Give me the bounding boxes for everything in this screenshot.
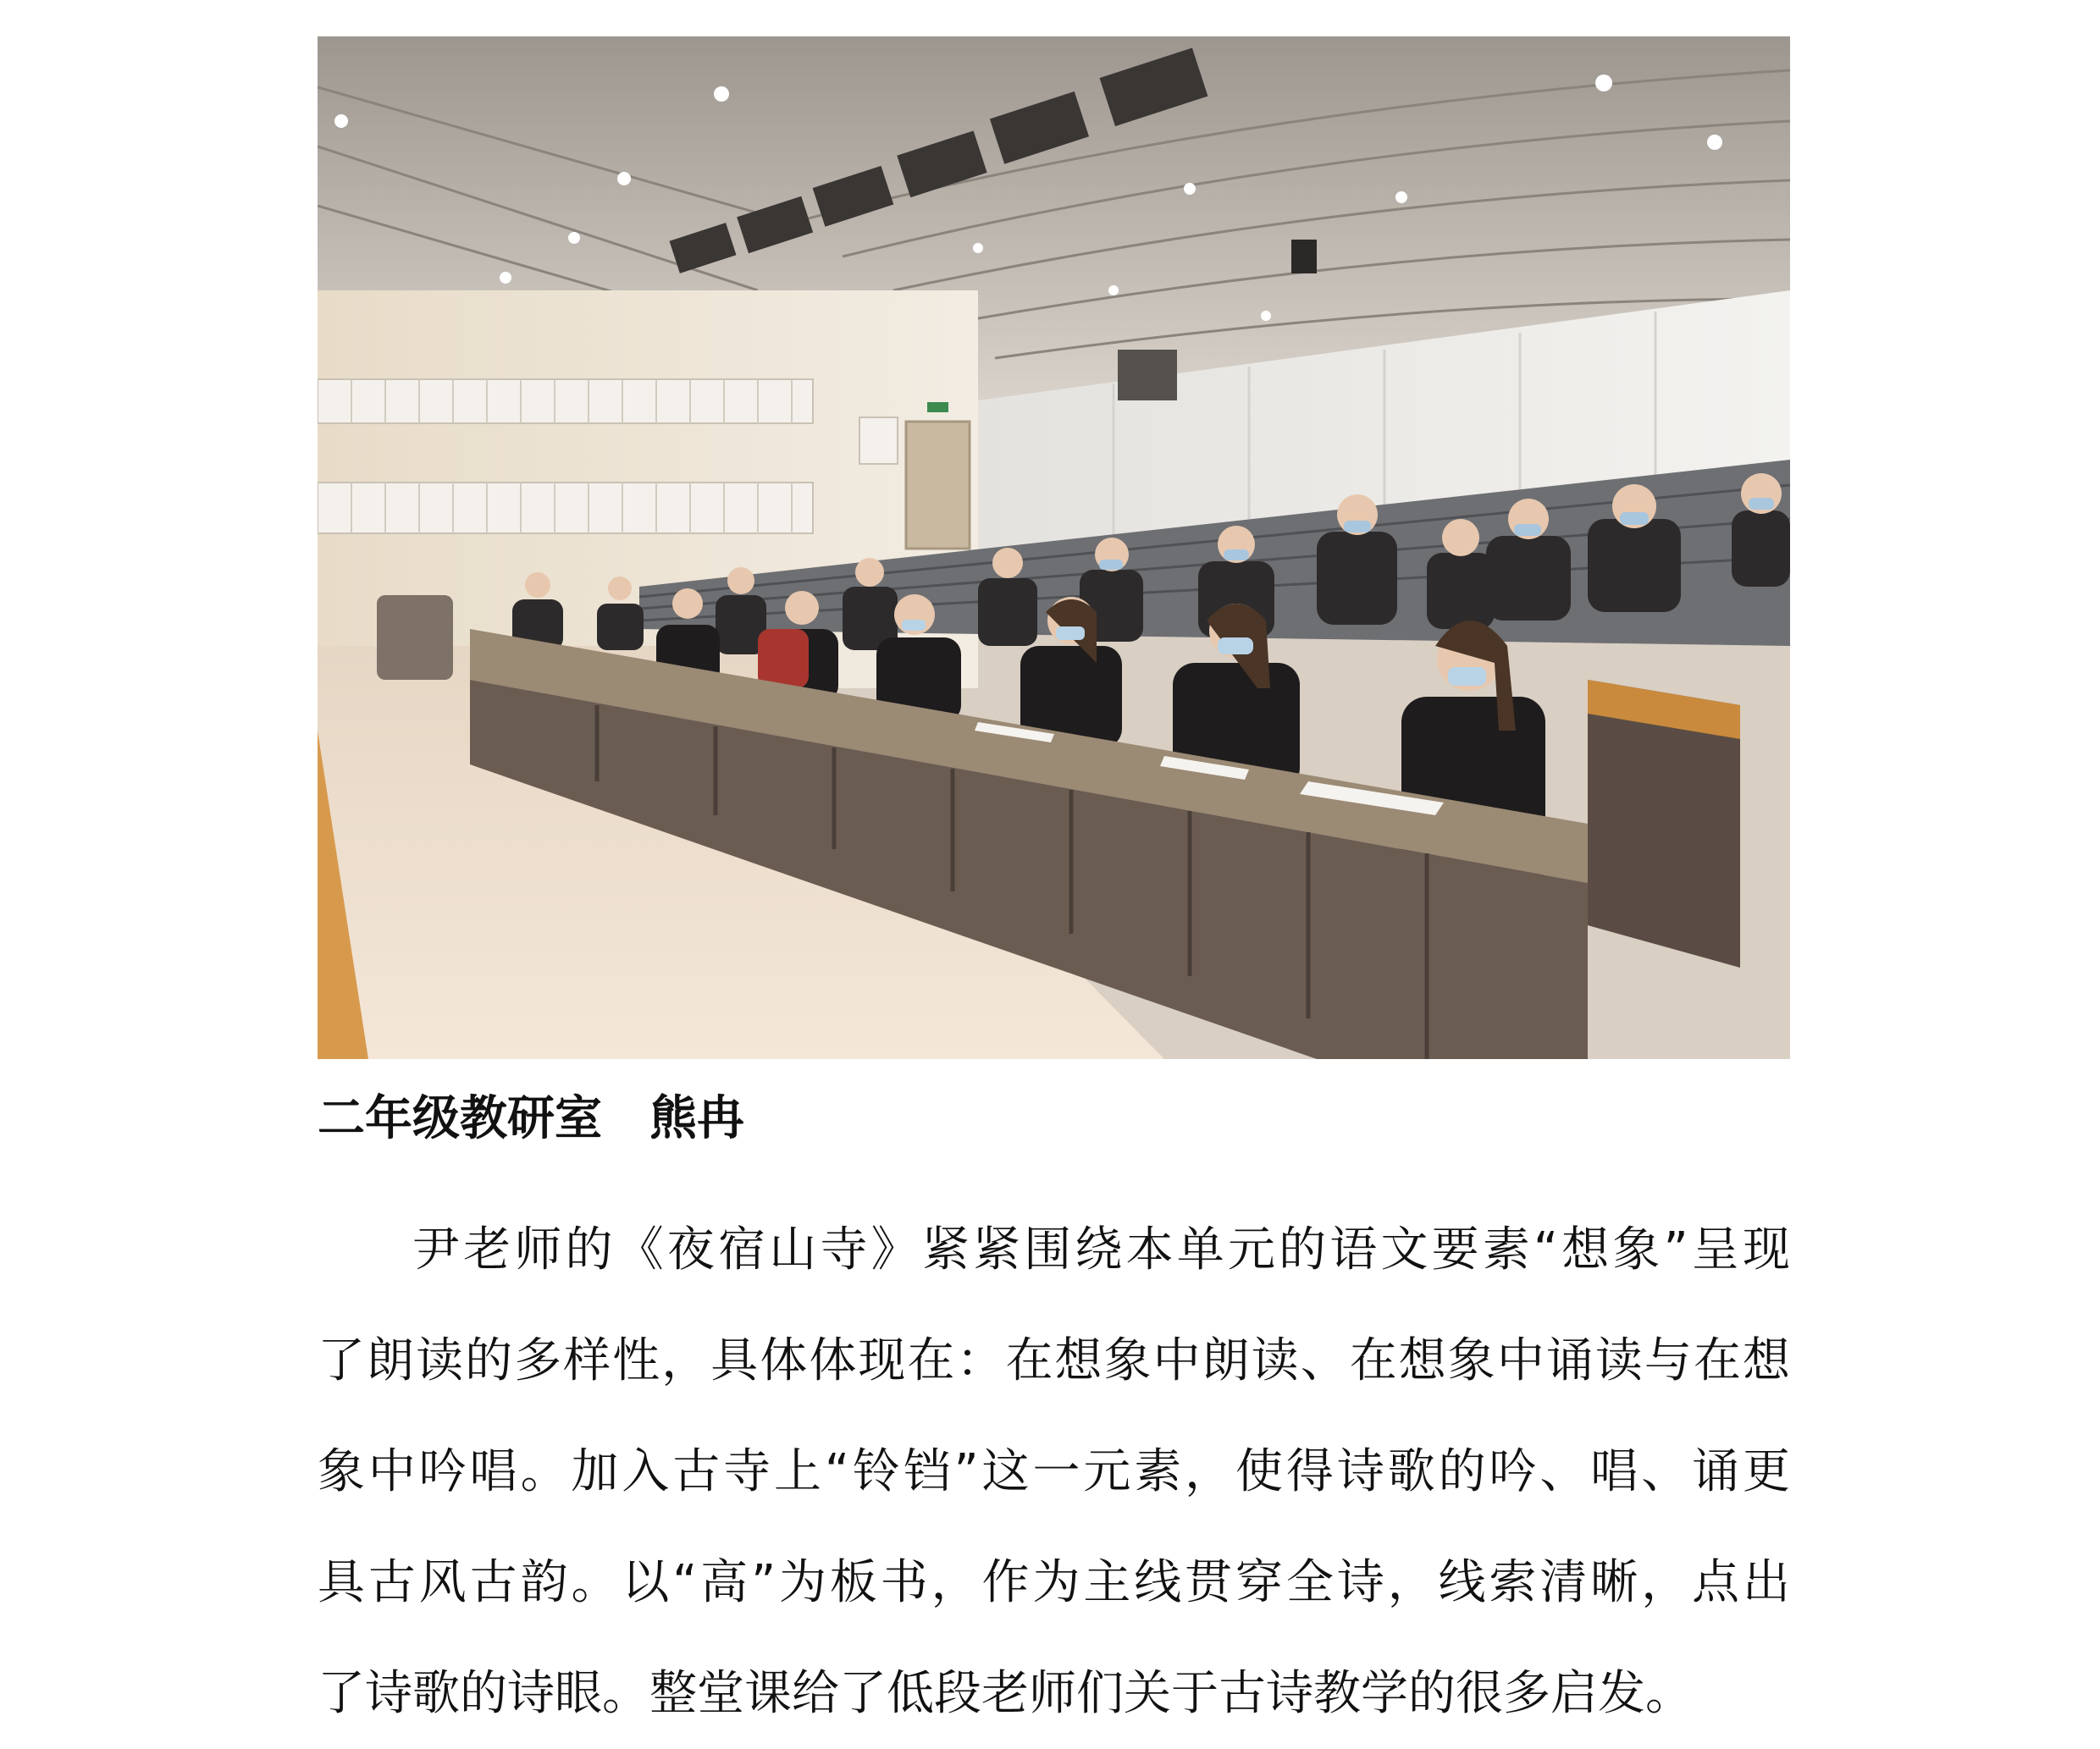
heading-author: 熊冉 bbox=[649, 1091, 744, 1146]
section-heading bbox=[318, 1085, 1790, 1153]
heading-department: 二年级教研室 bbox=[318, 1091, 602, 1146]
lecture-hall-photo bbox=[318, 36, 1790, 1059]
projector bbox=[1291, 240, 1317, 273]
wall-monitor bbox=[1118, 350, 1177, 400]
paragraph-line: 了朗读的多样性，具体体现在：在想象中朗读、在想象中诵读与在想 bbox=[318, 1333, 1790, 1388]
left-empty-seats bbox=[377, 595, 453, 680]
door bbox=[906, 422, 970, 549]
paragraph-line: 象中吟唱。加入古寺上“铃铛”这一元素，使得诗歌的吟、唱、诵更 bbox=[318, 1444, 1790, 1499]
commentary-paragraph bbox=[318, 1195, 1790, 1749]
paragraph-line: 具古风古韵。以“高”为板书，作为主线贯穿全诗，线索清晰，点出 bbox=[318, 1555, 1790, 1610]
lecture-hall-illustration bbox=[318, 36, 1790, 1059]
paragraph-line: 了诗歌的诗眼。整堂课给了低段老师们关于古诗教学的很多启发。 bbox=[318, 1666, 1693, 1721]
exit-sign bbox=[927, 402, 948, 412]
paragraph-line: 尹老师的《夜宿山寺》紧紧围绕本单元的语文要素“想象”呈现 bbox=[412, 1222, 1790, 1277]
